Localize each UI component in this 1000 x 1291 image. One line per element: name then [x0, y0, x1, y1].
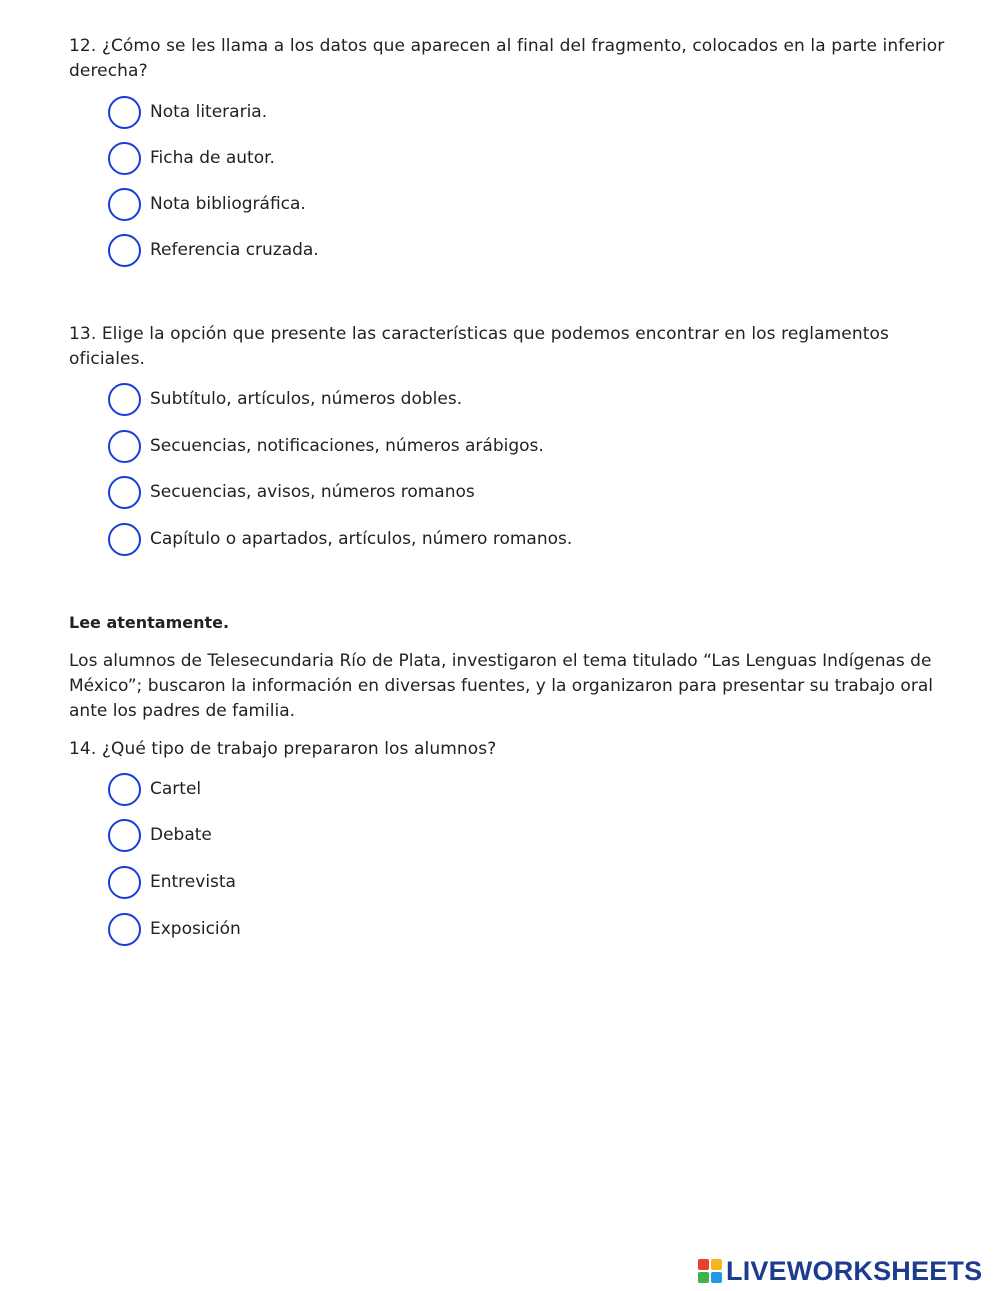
- question-14: 14. ¿Qué tipo de trabajo prepararon los alumnos?: [69, 739, 497, 759]
- radio-button[interactable]: [108, 476, 141, 509]
- q12-option-1[interactable]: [108, 93, 267, 131]
- q14-option-2[interactable]: [108, 816, 212, 854]
- logo-square-green: [698, 1272, 709, 1283]
- q12-option-2[interactable]: [108, 139, 275, 177]
- option-label: Ficha de autor.: [150, 148, 275, 168]
- reading-paragraph: Los alumnos de Telesecundaria Río de Plata, investigaron el tema titulado “Las Lenguas Indígenas de México”; buscaron la información en diversas fuentes, y la organizaron para presentar su trabajo oral ante los padres de familia.: [69, 651, 933, 721]
- logo-square-red: [698, 1259, 709, 1270]
- option-label: Cartel: [150, 779, 202, 799]
- logo-square-blue: [711, 1272, 722, 1283]
- option-label: Entrevista: [150, 872, 236, 892]
- radio-button[interactable]: [108, 142, 141, 175]
- radio-button[interactable]: [108, 913, 141, 946]
- option-label: Exposición: [150, 919, 241, 939]
- radio-button[interactable]: [108, 773, 141, 806]
- option-label: Referencia cruzada.: [150, 240, 319, 260]
- option-label: Nota bibliográfica.: [150, 194, 306, 214]
- option-label: Secuencias, avisos, números romanos: [150, 482, 475, 502]
- q12-option-4[interactable]: [108, 231, 319, 269]
- liveworksheets-logo: [698, 1256, 982, 1286]
- logo-icon: [698, 1259, 722, 1283]
- q12-option-3[interactable]: [108, 185, 306, 223]
- question-13: 13. Elige la opción que presente las características que podemos encontrar en los reglamentos oficiales.: [69, 324, 889, 369]
- option-label: Secuencias, notificaciones, números arábigos.: [150, 436, 544, 456]
- logo-square-yellow: [711, 1259, 722, 1270]
- option-label: Capítulo o apartados, artículos, número romanos.: [150, 529, 573, 549]
- radio-button[interactable]: [108, 430, 141, 463]
- q14-option-3[interactable]: [108, 863, 236, 901]
- option-label: Nota literaria.: [150, 102, 268, 122]
- q13-option-4[interactable]: [108, 520, 572, 558]
- q14-option-4[interactable]: [108, 910, 241, 948]
- q13-option-1[interactable]: [108, 380, 462, 418]
- radio-button[interactable]: [108, 96, 141, 129]
- option-label: Subtítulo, artículos, números dobles.: [150, 389, 463, 409]
- q14-option-1[interactable]: [108, 770, 201, 808]
- radio-button[interactable]: [108, 188, 141, 221]
- radio-button[interactable]: [108, 234, 141, 267]
- radio-button[interactable]: [108, 523, 141, 556]
- question-12: 12. ¿Cómo se les llama a los datos que aparecen al final del fragmento, colocados en la parte inferior derecha?: [69, 36, 945, 81]
- radio-button[interactable]: [108, 866, 141, 899]
- reading-heading: Lee atentamente.: [69, 613, 230, 632]
- radio-button[interactable]: [108, 383, 141, 416]
- q13-option-2[interactable]: [108, 427, 544, 465]
- q13-option-3[interactable]: [108, 473, 475, 511]
- brand-name: LIVEWORKSHEETS: [726, 1256, 983, 1286]
- option-label: Debate: [150, 825, 212, 845]
- radio-button[interactable]: [108, 819, 141, 852]
